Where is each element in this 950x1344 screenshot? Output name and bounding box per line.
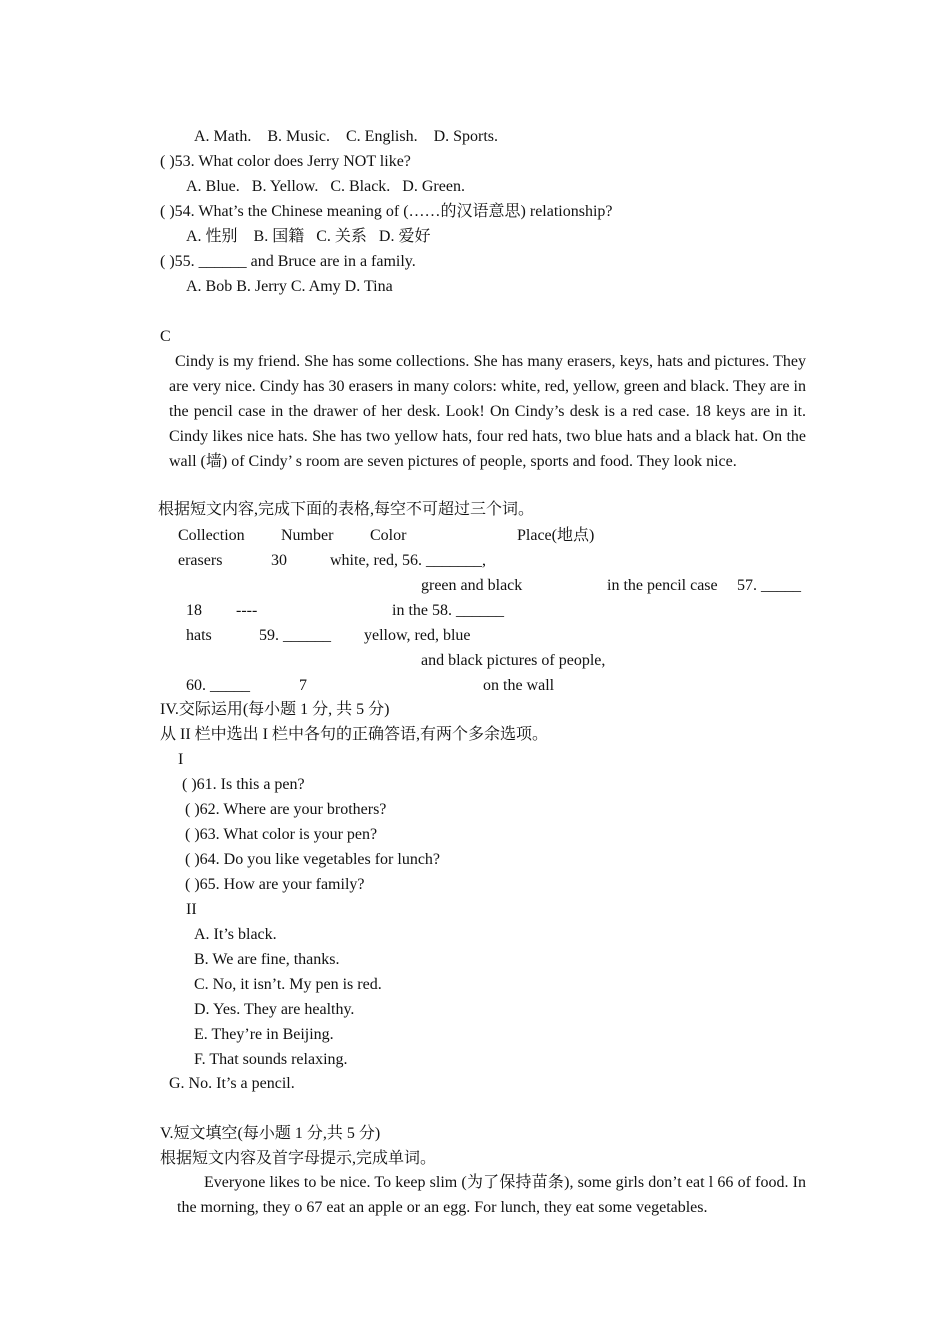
table-cell: 7	[299, 677, 307, 694]
section-c-label: C	[160, 328, 171, 345]
option-c: C. No, it isn’t. My pen is red.	[194, 976, 382, 993]
q54-options: A. 性别 B. 国籍 C. 关系 D. 爱好	[186, 228, 431, 245]
option-b: B. We are fine, thanks.	[194, 951, 340, 968]
q53-options: A. Blue. B. Yellow. C. Black. D. Green.	[186, 178, 465, 195]
option-e: E. They’re in Beijing.	[194, 1026, 334, 1043]
section-v-title: V.短文填空(每小题 1 分,共 5 分)	[160, 1125, 381, 1142]
column-ii-label: II	[186, 901, 197, 918]
table-cell: 59. ______	[259, 627, 331, 644]
option-g: G. No. It’s a pencil.	[169, 1075, 295, 1092]
table-cell: white, red, 56. _______,	[330, 552, 486, 569]
table-cell: erasers	[178, 552, 223, 569]
table-cell: on the wall	[483, 677, 555, 694]
question-62: ( )62. Where are your brothers?	[185, 801, 387, 818]
table-cell: ----	[236, 602, 258, 619]
table-cell: 60. _____	[186, 677, 250, 694]
question-53: ( )53. What color does Jerry NOT like?	[160, 153, 411, 170]
section-iv-instruction: 从 II 栏中选出 I 栏中各句的正确答语,有两个多余选项。	[160, 726, 548, 743]
table-header-collection: Collection	[178, 527, 245, 544]
table-cell: 30	[271, 552, 287, 569]
question-64: ( )64. Do you like vegetables for lunch?	[185, 851, 441, 868]
passage-c: Cindy is my friend. She has some collections. She has many erasers, keys, hats and pictures. They are very nice. Cindy has 30 erasers in many colors: white, red, yellow, green and black. They are in the pencil case in the drawer of her desk. Look! On Cindy’s desk is a red case. 18 keys are in it. Cindy likes nice hats. She has two yellow hats, four red hats, two blue hats and a black hat. On the wall (墙) of Cindy’ s room are seven pictures of people, sports and food. They look nice.	[169, 353, 806, 470]
option-a: A. It’s black.	[194, 926, 277, 943]
question-61: ( )61. Is this a pen?	[182, 776, 305, 793]
table-header-color: Color	[370, 527, 407, 544]
option-d: D. Yes. They are healthy.	[194, 1001, 355, 1018]
table-cell: and black pictures of people,	[421, 652, 606, 669]
table-cell: yellow, red, blue	[364, 627, 471, 644]
question-54: ( )54. What’s the Chinese meaning of (……的汉语意思) relationship?	[160, 203, 613, 220]
option-f: F. That sounds relaxing.	[194, 1051, 348, 1068]
table-cell: in the pencil case	[607, 577, 718, 594]
section-iv-title: IV.交际运用(每小题 1 分, 共 5 分)	[160, 701, 390, 718]
question-63: ( )63. What color is your pen?	[185, 826, 378, 843]
table-header-place: Place(地点)	[517, 527, 595, 544]
table-cell: 57. _____	[737, 577, 801, 594]
table-header-number: Number	[281, 527, 334, 544]
column-i-label: I	[178, 751, 184, 768]
table-cell: 18	[186, 602, 202, 619]
q55-options: A. Bob B. Jerry C. Amy D. Tina	[186, 278, 393, 295]
table-cell: hats	[186, 627, 212, 644]
table-cell: green and black	[421, 577, 523, 594]
table-instruction: 根据短文内容,完成下面的表格,每空不可超过三个词。	[158, 501, 535, 518]
section-v-instruction: 根据短文内容及首字母提示,完成单词。	[160, 1150, 437, 1167]
table-cell: in the 58. ______	[392, 602, 504, 619]
question-55: ( )55. ______ and Bruce are in a family.	[160, 253, 416, 270]
passage-v: Everyone likes to be nice. To keep slim (为了保持苗条), some girls don’t eat l 66 of food. In the morning, they o 67 eat an apple or an egg. For lunch, they eat some vegetables.	[177, 1174, 806, 1216]
question-65: ( )65. How are your family?	[185, 876, 365, 893]
q52-options: A. Math. B. Music. C. English. D. Sports.	[194, 128, 499, 145]
